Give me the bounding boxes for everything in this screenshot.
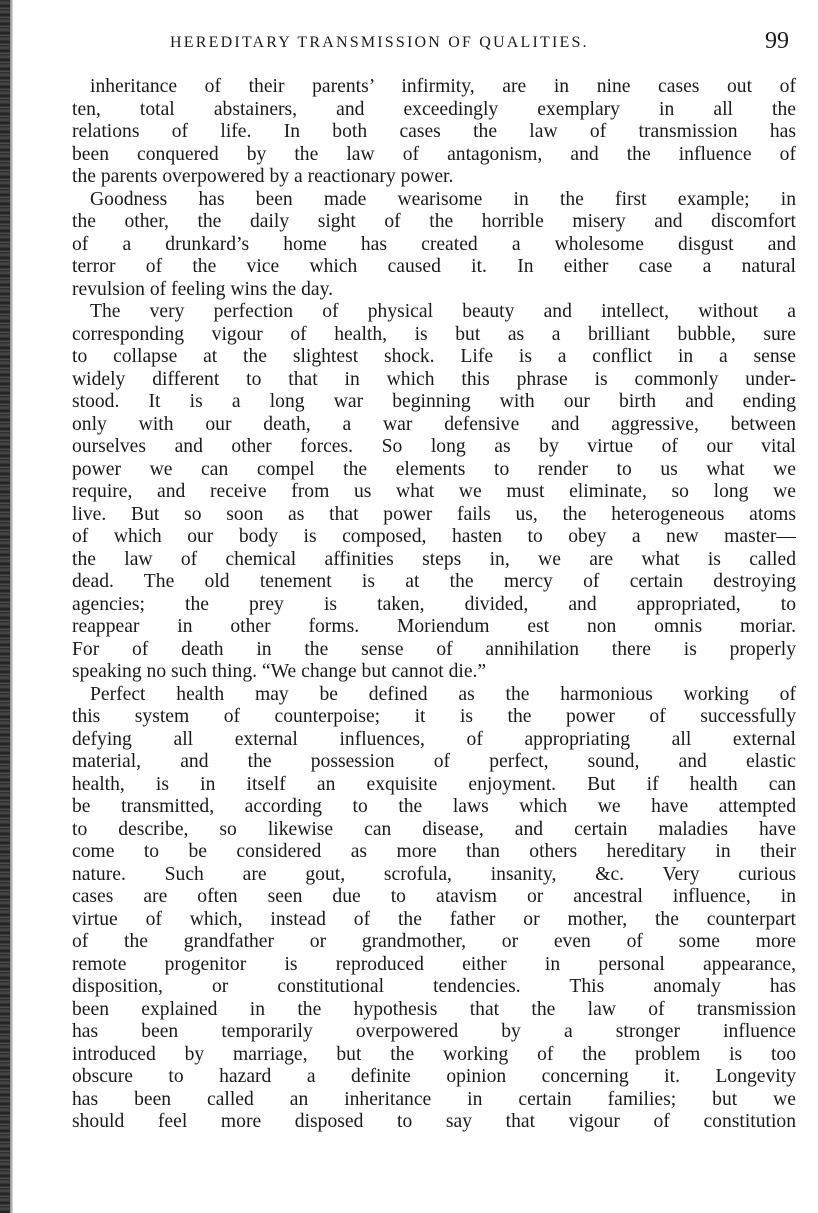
text-line: to collapse at the slightest shock. Life is a conflict in a sense bbox=[72, 346, 796, 367]
running-head: HEREDITARY TRANSMISSION OF QUALITIES. bbox=[170, 34, 589, 51]
text-line: virtue of which, instead of the father or mother, the counterpart bbox=[72, 908, 796, 930]
text-line: defying all external influences, of appropriating all external bbox=[72, 728, 796, 750]
text-line: been explained in the hypothesis that the law of transmission bbox=[72, 998, 796, 1020]
text-line: For of death in the sense of annihilation there is properly bbox=[72, 638, 796, 660]
text-line: should feel more disposed to say that vigour of constitution bbox=[72, 1111, 796, 1132]
text-line: The very perfection of physical beauty and intellect, without a bbox=[90, 301, 796, 322]
text-line: Perfect health may be defined as the harmonious working of bbox=[90, 683, 796, 705]
text-line: of which our body is composed, hasten to obey a new master— bbox=[72, 526, 796, 547]
text-line: require, and receive from us what we must eliminate, so long we bbox=[72, 481, 796, 502]
text-line: the other, the daily sight of the horrible misery and discomfort bbox=[72, 211, 796, 232]
text-line: this system of counterpoise; it is the power of successfully bbox=[72, 706, 796, 727]
page-number: 99 bbox=[765, 28, 789, 54]
text-line: remote progenitor is reproduced either in personal appearance, bbox=[72, 953, 796, 975]
text-line: power we can compel the elements to render to us what we bbox=[72, 458, 796, 480]
text-line: of a drunkard’s home has created a wholesome disgust and bbox=[72, 233, 796, 255]
text-line: be transmitted, according to the laws which we have attempted bbox=[72, 796, 796, 817]
text-line: Goodness has been made wearisome in the first example; in bbox=[90, 188, 796, 210]
text-line: obscure to hazard a definite opinion concerning it. Longevity bbox=[72, 1066, 796, 1087]
text-line: speaking no such thing. “We change but cannot die.” bbox=[72, 661, 487, 682]
text-line: has been called an inheritance in certain families; but we bbox=[72, 1088, 796, 1110]
text-line: been conquered by the law of antagonism, and the influence of bbox=[72, 143, 796, 165]
text-line: stood. It is a long war beginning with our birth and ending bbox=[72, 391, 796, 412]
text-line: nature. Such are gout, scrofula, insanity, &c. Very curious bbox=[72, 863, 796, 885]
text-line: revulsion of feeling wins the day. bbox=[72, 278, 334, 300]
text-line: disposition, or constitutional tendencies. This anomaly has bbox=[72, 976, 796, 997]
page-binding-edge bbox=[0, 0, 10, 1213]
text-line: widely different to that in which this phrase is commonly under- bbox=[72, 368, 796, 390]
text-line: material, and the possession of perfect, sound, and elastic bbox=[72, 751, 796, 772]
text-line: ten, total abstainers, and exceedingly exemplary in all the bbox=[72, 98, 796, 120]
text-line: reappear in other forms. Moriendum est non omnis moriar. bbox=[72, 616, 796, 637]
text-line: the law of chemical affinities steps in, we are what is called bbox=[72, 548, 796, 570]
text-line: cases are often seen due to atavism or ancestral influence, in bbox=[72, 886, 796, 907]
text-line: dead. The old tenement is at the mercy of certain destroying bbox=[72, 571, 796, 592]
text-line: introduced by marriage, but the working of the problem is too bbox=[72, 1043, 796, 1065]
body-text bbox=[72, 76, 796, 1134]
text-line: come to be considered as more than others hereditary in their bbox=[72, 841, 796, 862]
text-line: ourselves and other forces. So long as by virtue of our vital bbox=[72, 436, 796, 457]
text-line: only with our death, a war defensive and aggressive, between bbox=[72, 413, 796, 435]
text-line: health, is in itself an exquisite enjoyment. But if health can bbox=[72, 773, 796, 795]
text-line: relations of life. In both cases the law of transmission has bbox=[72, 121, 796, 142]
page-gutter-shadow bbox=[10, 0, 13, 1213]
text-line: of the grandfather or grandmother, or even of some more bbox=[72, 931, 796, 952]
text-line: the parents overpowered by a reactionary power. bbox=[72, 166, 454, 187]
text-line: agencies; the prey is taken, divided, and appropriated, to bbox=[72, 593, 796, 615]
text-line: to describe, so likewise can disease, and certain maladies have bbox=[72, 818, 796, 840]
text-line: live. But so soon as that power fails us, the heterogeneous atoms bbox=[72, 503, 796, 525]
text-line: has been temporarily overpowered by a stronger influence bbox=[72, 1021, 796, 1042]
text-line: inheritance of their parents’ infirmity, are in nine cases out of bbox=[90, 76, 796, 97]
text-line: corresponding vigour of health, is but as a brilliant bubble, sure bbox=[72, 323, 796, 345]
text-line: terror of the vice which caused it. In either case a natural bbox=[72, 256, 796, 277]
